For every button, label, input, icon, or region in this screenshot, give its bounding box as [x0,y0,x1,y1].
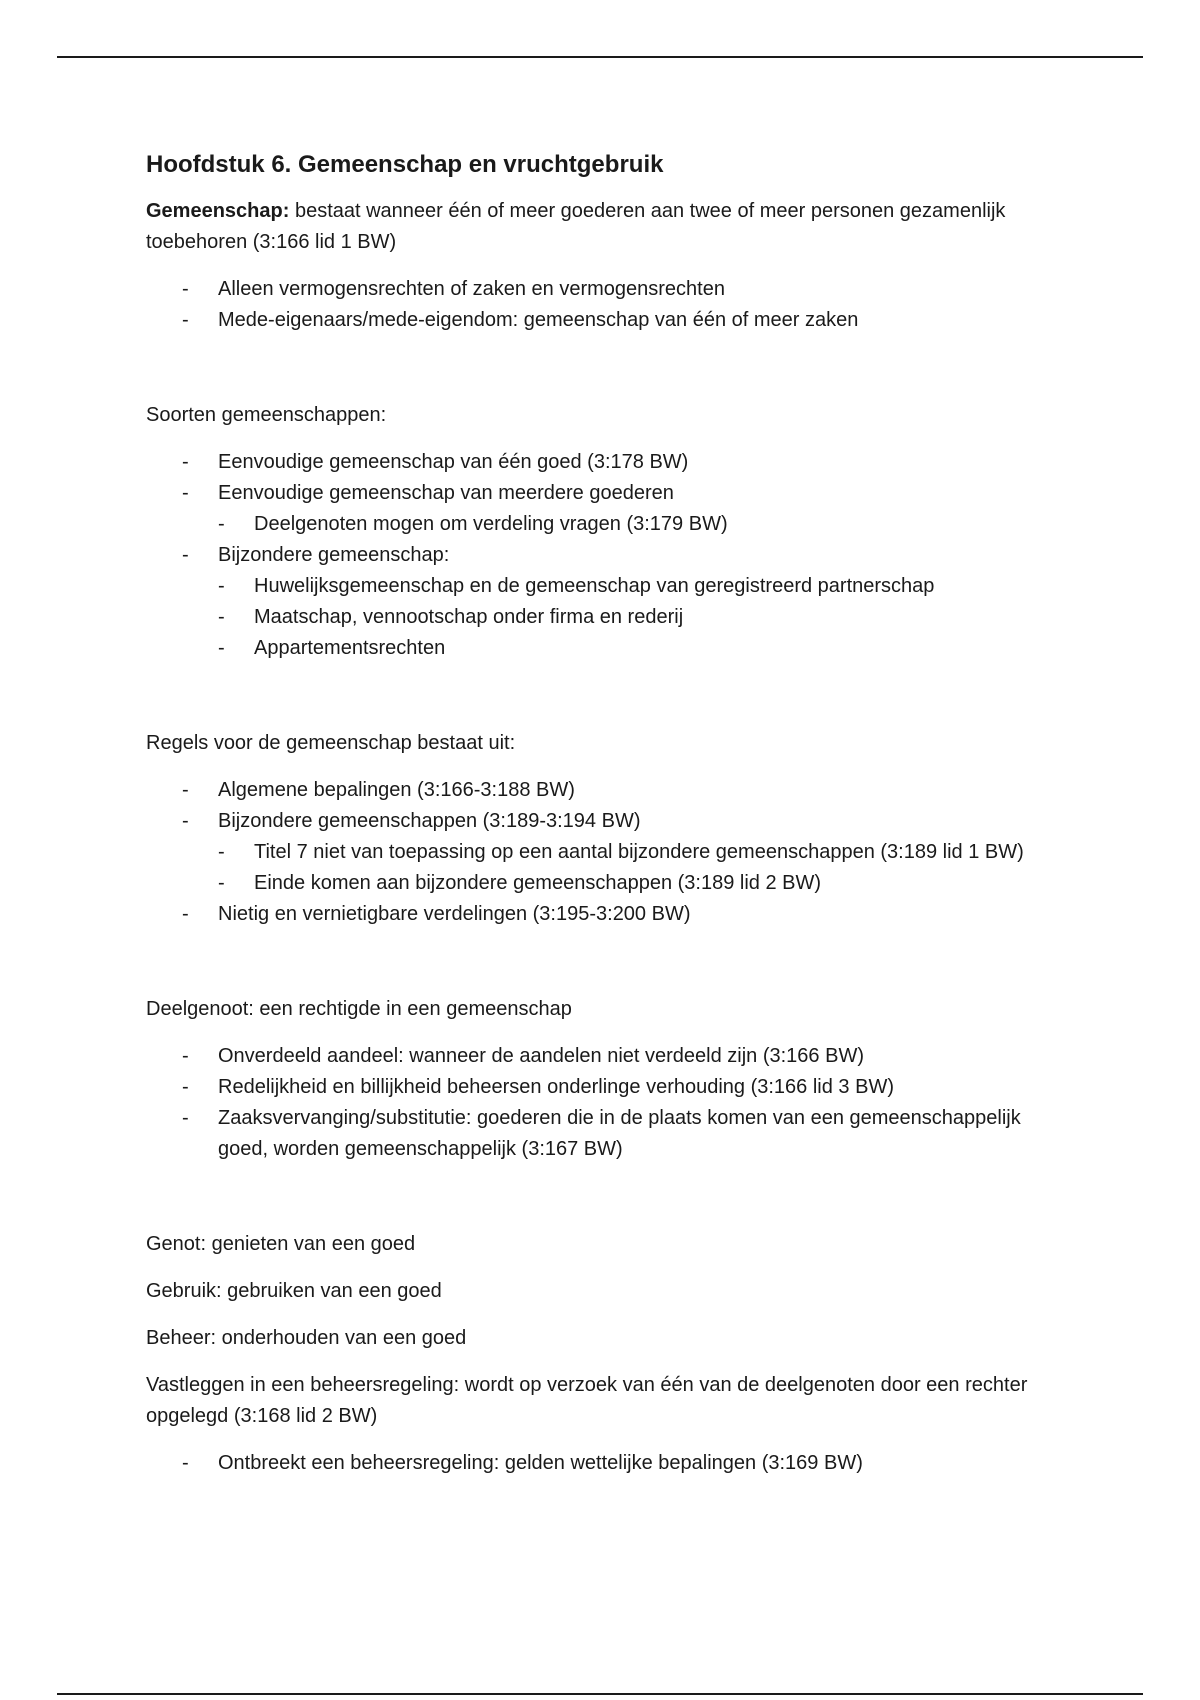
sublist-item: - Appartementsrechten [218,633,1066,664]
list-item: - Redelijkheid en billijkheid beheersen onderlinge verhouding (3:166 lid 3 BW) [146,1072,1066,1103]
spacer [146,946,1066,994]
gemeenschap-list [146,274,1066,336]
list-item [146,478,1066,540]
list-item: - Onverdeeld aandeel: wanneer de aandelen niet verdeeld zijn (3:166 BW) [146,1041,1066,1072]
sublist-item: - Titel 7 niet van toepassing op een aantal bijzondere gemeenschappen (3:189 lid 1 BW) [218,837,1066,868]
beheersregeling-definition: Vastleggen in een beheersregeling: wordt op verzoek van één van de deelgenoten door een rechter opgelegd (3:168 lid 2 BW) [146,1374,1028,1427]
sublist [218,837,1066,899]
list-item: - Ontbreekt een beheersregeling: gelden wettelijke bepalingen (3:169 BW) [146,1448,1066,1479]
soorten-list [146,447,1066,664]
gemeenschap-text: bestaat wanneer één of meer goederen aan twee of meer personen gezamenlijk toebehoren (3:166 lid 1 BW) [146,200,1006,253]
list-item-text: Nietig en vernietigbare verdelingen (3:195-3:200 BW) [218,903,691,925]
footer-rule [57,1693,1143,1695]
sublist-item: - Deelgenoten mogen om verdeling vragen (3:179 BW) [218,509,1066,540]
list-item-text: Eenvoudige gemeenschap van één goed (3:178 BW) [218,451,689,473]
deelgenoot-title: Deelgenoot: een rechtigde in een gemeenschap [146,998,572,1020]
list-item-text: Algemene bepalingen (3:166-3:188 BW) [218,779,575,801]
list-item [146,899,1066,930]
deelgenoot-list [146,1041,1066,1165]
regels-list [146,775,1066,930]
sublist [218,571,1066,664]
spacer [146,352,1066,400]
gemeenschap-term: Gemeenschap: [146,200,290,222]
list-item [146,447,1066,478]
list-item-text: Eenvoudige gemeenschap van meerdere goederen [218,482,674,504]
sublist [218,509,1066,540]
list-item [146,540,1066,664]
document-body [146,140,1066,1495]
beheer-definition: Beheer: onderhouden van een goed [146,1327,467,1349]
list-item [146,806,1066,899]
regels-title: Regels voor de gemeenschap bestaat uit: [146,732,516,754]
gebruik-definition: Gebruik: gebruiken van een goed [146,1280,442,1302]
spacer [146,1181,1066,1229]
chapter-heading: Hoofdstuk 6. Gemeenschap en vruchtgebruik [146,151,664,178]
soorten-title: Soorten gemeenschappen: [146,404,387,426]
spacer [146,680,1066,728]
list-item-text: Bijzondere gemeenschappen (3:189-3:194 BW) [218,810,641,832]
sublist-item: - Einde komen aan bijzondere gemeenschappen (3:189 lid 2 BW) [218,868,1066,899]
list-item: - Alleen vermogensrechten of zaken en vermogensrechten [146,274,1066,305]
gemeenschap-definition [146,196,1066,258]
list-item: - Zaaksvervanging/substitutie: goederen die in de plaats komen van een gemeenschappelijk goed, worden gemeenschappelijk (3:167 BW) [146,1103,1066,1165]
list-item-text: Bijzondere gemeenschap: [218,544,450,566]
header-rule [57,56,1143,58]
list-item: - Mede-eigenaars/mede-eigendom: gemeenschap van één of meer zaken [146,305,1066,336]
genot-definition: Genot: genieten van een goed [146,1233,416,1255]
sublist-item: - Maatschap, vennootschap onder firma en rederij [218,602,1066,633]
list-item [146,775,1066,806]
sublist-item: - Huwelijksgemeenschap en de gemeenschap van geregistreerd partnerschap [218,571,1066,602]
beheersregeling-list [146,1448,1066,1479]
